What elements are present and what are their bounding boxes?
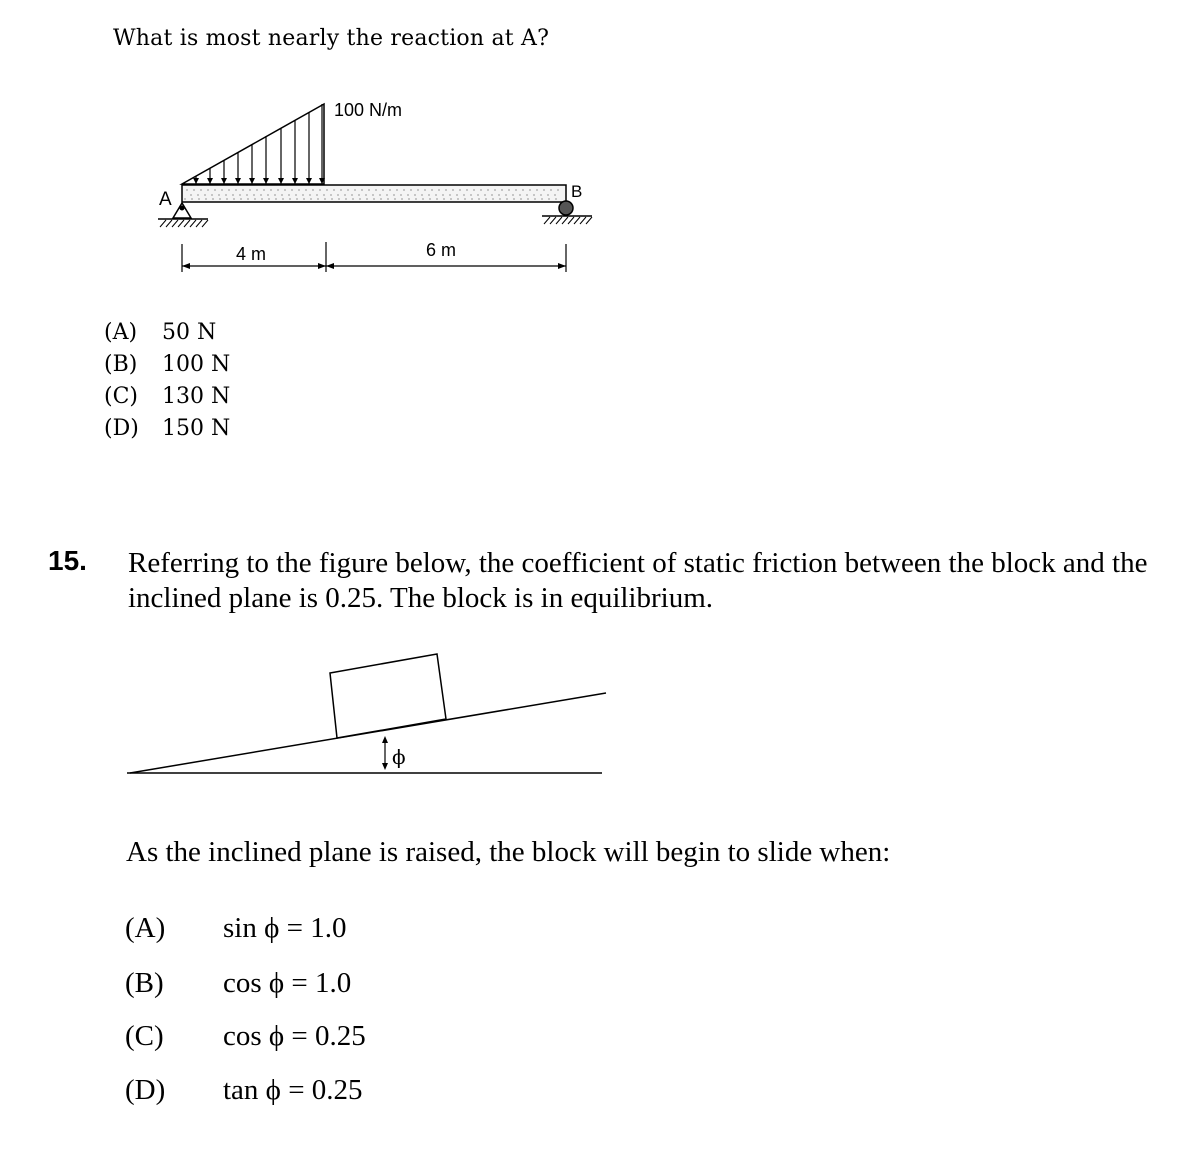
load-label: 100 N/m <box>334 100 403 120</box>
option-15-a[interactable] <box>125 912 346 945</box>
option-15-b[interactable] <box>125 967 351 1000</box>
question-15-text: Referring to the figure below, the coefficient of static friction between the block and the inclined plane is 0.25. The block is in equilibrium. <box>128 547 1148 614</box>
option-letter: (D) <box>104 416 139 441</box>
ground-hatch-b <box>544 217 592 224</box>
dimension-left-label: 4 m <box>236 244 267 264</box>
option-14-c[interactable] <box>104 384 230 409</box>
dimension-right-label: 6 m <box>426 240 457 260</box>
option-text: cos ϕ = 1.0 <box>223 967 352 999</box>
option-15-d[interactable] <box>125 1074 363 1107</box>
option-letter: (A) <box>104 320 138 345</box>
option-letter: (D) <box>125 1074 166 1106</box>
option-letter: (B) <box>125 967 164 999</box>
option-text: 130 N <box>162 384 231 409</box>
incline-diagram <box>120 645 615 785</box>
option-text: 50 N <box>162 320 217 345</box>
option-letter: (B) <box>104 352 138 377</box>
load-arrowheads <box>193 178 325 184</box>
angle-label: ϕ <box>392 745 406 769</box>
point-a-label: A <box>159 189 172 210</box>
option-text: cos ϕ = 0.25 <box>223 1020 366 1052</box>
beam-diagram <box>140 90 620 280</box>
block <box>330 654 446 738</box>
option-letter: (C) <box>104 384 138 409</box>
distributed-load-triangle <box>182 104 324 184</box>
option-15-c[interactable] <box>125 1020 366 1053</box>
option-letter: (C) <box>125 1020 164 1052</box>
option-text: 150 N <box>162 416 231 441</box>
option-text: sin ϕ = 1.0 <box>223 912 347 944</box>
option-text: tan ϕ = 0.25 <box>223 1074 363 1106</box>
roller-support-b <box>559 201 573 215</box>
question-15-number: 15. <box>48 545 87 576</box>
point-b-label: B <box>571 182 583 201</box>
option-14-d[interactable] <box>104 416 230 441</box>
question-15-prompt: As the inclined plane is raised, the block will begin to slide when: <box>126 836 891 868</box>
option-letter: (A) <box>125 912 166 944</box>
option-14-b[interactable] <box>104 352 230 377</box>
option-14-a[interactable] <box>104 320 216 345</box>
option-text: 100 N <box>162 352 231 377</box>
ground-hatch-a <box>160 220 208 227</box>
question-14-text: What is most nearly the reaction at A? <box>113 26 550 51</box>
